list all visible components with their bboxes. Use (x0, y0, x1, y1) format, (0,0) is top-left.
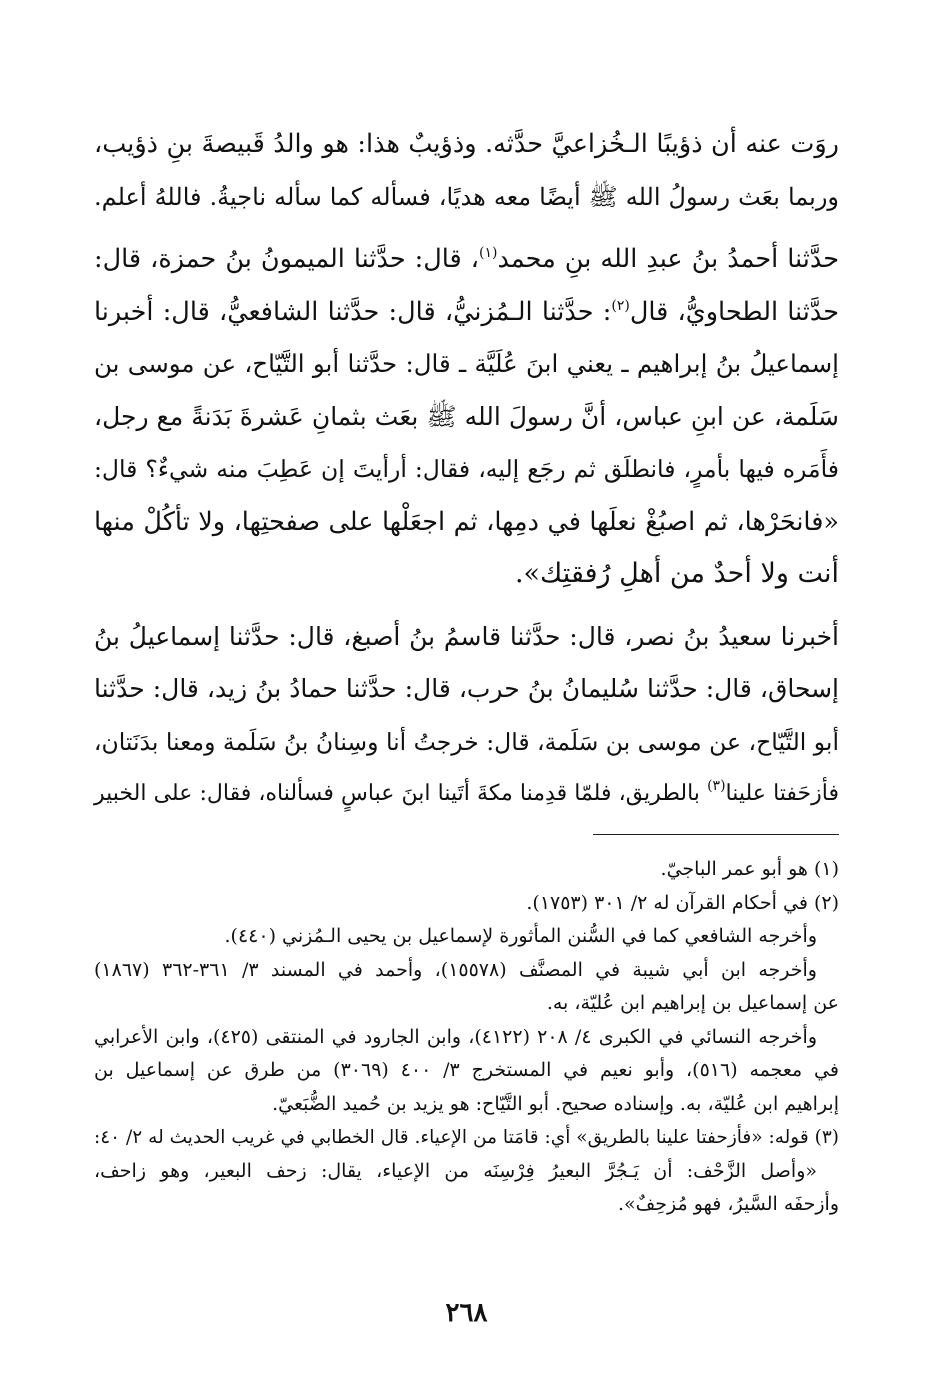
text-segment: فأزحَفتا علينا (725, 781, 839, 806)
footnote-line: «وأصل الزَّحْف: أن يَـجُرَّ البعيرُ فِرْسِنَه من الإعياء، يقال: زحف البعير، وهو زاحف، (94, 1159, 817, 1182)
footnote-line: وأخرجه ابن أبي شيبة في المصنَّف (١٥٥٧٨)، وأحمد في المسند ٣/ ٣٦١-٣٦٢ (١٨٦٧) (94, 958, 817, 981)
text-line (94, 233, 839, 286)
text-line: أبو التَّيّاح، عن موسى بن سَلَمة، قال: خرجتُ أنا وسِنانُ بنُ سَلَمة ومعنا بدَنَتان، (93, 727, 839, 756)
paragraph-gap (94, 601, 839, 611)
footnote-line: في معجمه (٥١٦)، وأبو نعيم في المستخرج ٣/ ٤٠٠ (٣٠٦٩) من طرق عن إسماعيل بن (94, 1059, 839, 1081)
footnote-line: (٢) في أحكام القرآن له ٢/ ٣٠١ (١٧٥٣). (526, 891, 839, 914)
text-line: «فانحَرْها، ثم اصبُغْ نعلَها في دمِها، ثم اجعَلْها على صفحتِها، ولا تأكُلْ منها (94, 506, 839, 537)
paragraph-gap (94, 223, 839, 233)
footnote-line: وأزحفَه السَّيرُ، فهو مُزحِفٌ». (617, 1193, 839, 1215)
footnote-marker[interactable]: (٢) (611, 297, 630, 314)
footnotes (94, 853, 839, 1222)
text-segment: حدَّثنا الطحاويُّ، قال (629, 296, 839, 327)
text-line: وربما بعَث رسولُ الله ﷺ أيضًا معه هديًا، فسأله كما سأله ناجيةُ. فاللهُ أعلم. (94, 182, 839, 211)
footnote-line: عن إسماعيل بن إبراهيم ابن عُليّة، به. (546, 992, 839, 1014)
text-segment: : حدَّثنا الـمُزنيُّ، قال: حدَّثنا الشافعيُّ، قال: أخبرنا (94, 296, 612, 327)
footnote-line: (١) هو أبو عمر الباجيّ. (660, 858, 839, 880)
main-text (94, 118, 839, 821)
text-line: سَلَمة، عن ابنِ عباس، أنَّ رسولَ الله ﷺ بعَث بثمانِ عَشرةَ بَدَنةً مع رجل، (94, 401, 839, 431)
footnote-marker[interactable]: (١) (479, 245, 498, 261)
footnote-marker[interactable]: (٣) (707, 778, 726, 794)
text-line (94, 768, 839, 821)
footnote-line: (٣) قوله: «فأزحفتا علينا بالطريق» أي: قامَتا من الإعياء. قال الخطابي في غريب الحديث له ٢/ ٤٠: (94, 1127, 839, 1148)
text-segment: ، قال: حدَّثنا الميمونُ بنُ حمزة، قال: (94, 244, 480, 274)
text-segment: بالطريق، فلمّا قدِمنا مكةَ أتَينا ابنَ عباسٍ فسألناه، فقال: على الخبير (94, 781, 700, 806)
page-number: ٢٦٨ (445, 1298, 488, 1328)
text-line: أخبرنا سعيدُ بنُ نصر، قال: حدَّثنا قاسمُ بنُ أصبغ، قال: حدَّثنا إسماعيلُ بنُ (94, 621, 839, 651)
text-line: روَت عنه أن ذؤيبًا الـخُزاعيَّ حدَّثه. وذؤيبٌ هذا: هو والدُ قَبيصةَ بنِ ذؤيب، (94, 129, 839, 159)
footnote-line: وأخرجه النسائي في الكبرى ٤/ ٢٠٨ (٤١٢٢)، وابن الجارود في المنتقى (٤٢٥)، وابن الأعرابي (94, 1025, 817, 1048)
text-line (94, 286, 839, 339)
text-line: فأَمَره فيها بأمرٍ، فانطلَق ثم رجَع إليه، فقال: أرأيتَ إن عَطِبَ منه شيءٌ؟ قال: (94, 455, 839, 483)
text-line: إسماعيلُ بنُ إبراهيم ـ يعني ابنَ عُلَيَّة ـ قال: حدَّثنا أبو التَّيّاح، عن موسى بن (94, 349, 839, 378)
footnote-separator (593, 834, 839, 835)
footnote-line: إبراهيم ابن عُليّة، به. وإسناده صحيح. أبو التَّيّاح: هو يزيد بن حُميد الضُّبَعيّ. (272, 1092, 839, 1115)
footnote-line: وأخرجه الشافعي كما في السُّنن المأثورة لإسماعيل بن يحيى الـمُزني (٤٤٠). (224, 925, 817, 947)
text-line: إسحاق، قال: حدَّثنا سُليمانُ بنُ حرب، قال: حدَّثنا حمادُ بنُ زيد، قال: حدَّثنا (94, 674, 839, 703)
text-segment: حدَّثنا أحمدُ بنُ عبدِ الله بنِ محمد (497, 244, 839, 274)
text-line: أنت ولا أحدٌ من أهلِ رُفقتِك». (514, 558, 839, 589)
